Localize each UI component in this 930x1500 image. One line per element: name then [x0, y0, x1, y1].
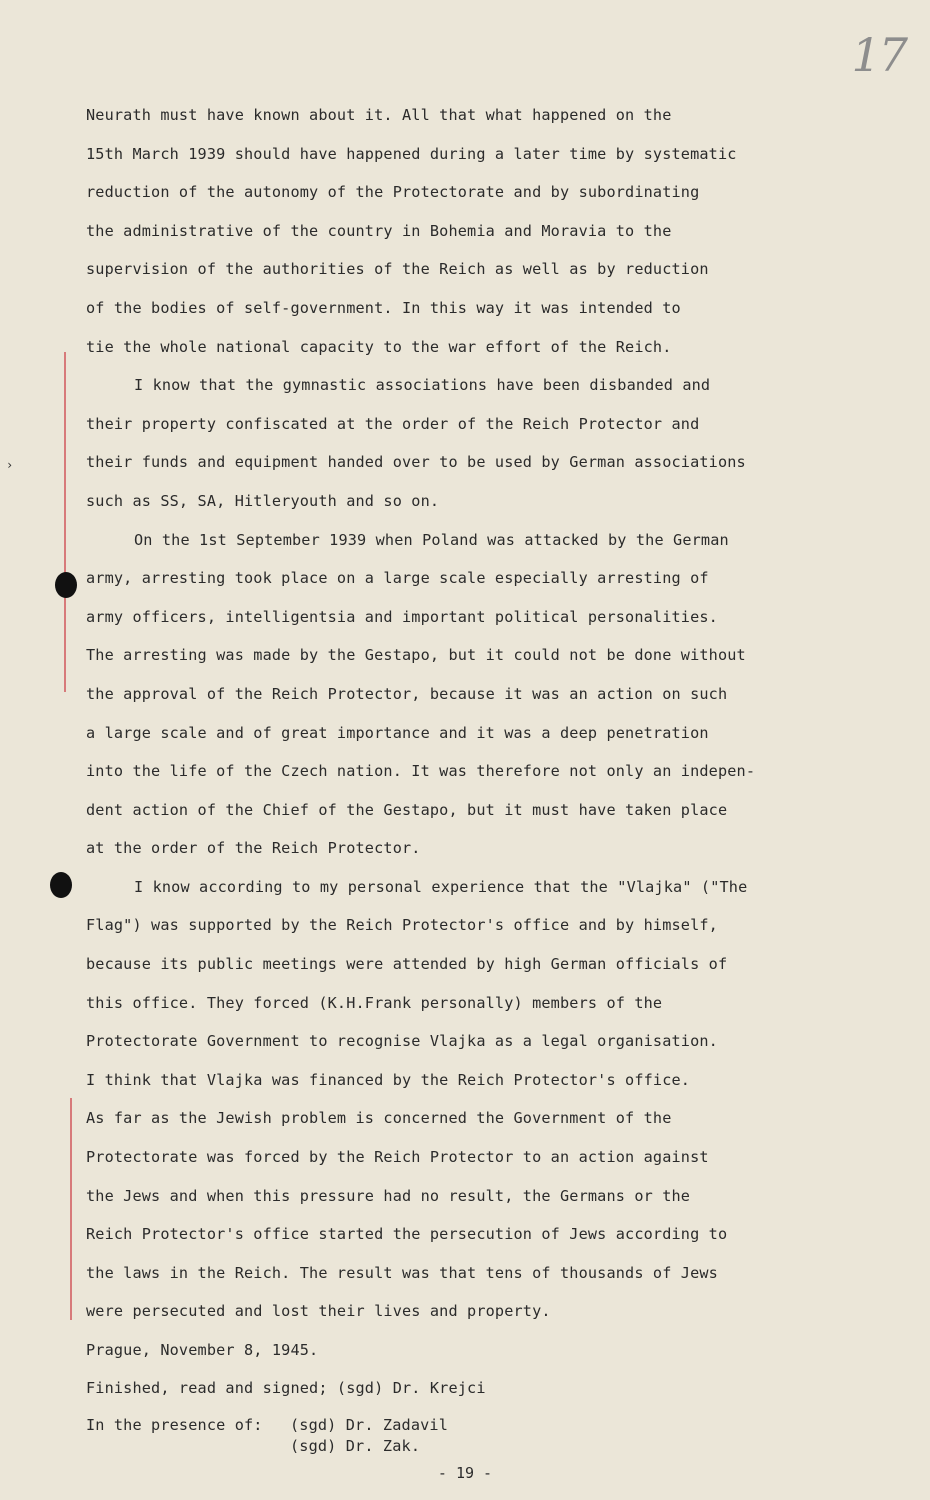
text-line: On the 1st September 1939 when Poland was attacked by the German — [134, 530, 729, 549]
place-date: Prague, November 8, 1945. — [86, 1341, 319, 1359]
text-line: army officers, intelligentsia and important political personalities. — [86, 607, 718, 626]
text-line: the approval of the Reich Protector, because it was an action on such — [86, 684, 728, 703]
text-line: The arresting was made by the Gestapo, but it could not be done without — [86, 646, 746, 665]
punch-hole-lower — [50, 872, 72, 898]
text-line: Reich Protector's office started the persecution of Jews according to — [86, 1225, 728, 1244]
text-line: I know according to my personal experience that the "Vlajka" ("The — [134, 877, 748, 896]
text-line: into the life of the Czech nation. It was therefore not only an indepen- — [86, 762, 756, 781]
witness-list — [290, 1415, 448, 1457]
text-line: Neurath must have known about it. All that what happened on the — [86, 106, 672, 124]
page-number: - 19 - — [437, 1464, 493, 1482]
text-line: their funds and equipment handed over to be used by German associations — [86, 453, 746, 472]
text-line: dent action of the Chief of the Gestapo, but it must have taken place — [86, 800, 728, 819]
paragraph — [86, 521, 806, 868]
text-line: this office. They forced (K.H.Frank personally) members of the — [86, 993, 663, 1012]
text-line: the laws in the Reich. The result was that tens of thousands of Jews — [86, 1263, 718, 1282]
text-line: 15th March 1939 should have happened during a later time by systematic — [86, 144, 737, 163]
paragraph — [86, 96, 806, 366]
text-line: army, arresting took place on a large scale especially arresting of — [86, 569, 709, 588]
text-line: reduction of the autonomy of the Protectorate and by subordinating — [86, 183, 700, 202]
paragraph — [86, 868, 806, 1331]
text-line: a large scale and of great importance and it was a deep penetration — [86, 723, 709, 742]
text-line: tie the whole national capacity to the war effort of the Reich. — [86, 337, 672, 356]
text-line: Flag") was supported by the Reich Protector's office and by himself, — [86, 916, 718, 935]
closing-block — [86, 1331, 806, 1457]
text-line: their property confiscated at the order of the Reich Protector and — [86, 414, 700, 433]
red-margin-line-upper — [64, 352, 66, 692]
margin-mark: › — [6, 458, 14, 472]
text-line: because its public meetings were attended by high German officials of — [86, 955, 728, 974]
text-line: of the bodies of self-government. In this way it was intended to — [86, 298, 681, 317]
text-line: the administrative of the country in Bohemia and Moravia to the — [86, 221, 672, 240]
witness-signature: (sgd) Dr. Zak. — [290, 1437, 421, 1455]
text-line: at the order of the Reich Protector. — [86, 839, 421, 858]
paragraph — [86, 366, 806, 520]
text-line: Protectorate was forced by the Reich Protector to an action against — [86, 1148, 709, 1167]
punch-hole-upper — [55, 572, 77, 598]
text-line: I think that Vlajka was financed by the Reich Protector's office. — [86, 1070, 691, 1089]
text-line: supervision of the authorities of the Reich as well as by reduction — [86, 260, 709, 279]
presence-label: In the presence of: — [86, 1416, 263, 1434]
text-line: such as SS, SA, Hitleryouth and so on. — [86, 491, 440, 510]
presence-block — [86, 1415, 806, 1457]
finished-line: Finished, read and signed; (sgd) Dr. Krejci — [86, 1379, 486, 1397]
text-line: Protectorate Government to recognise Vlajka as a legal organisation. — [86, 1032, 718, 1051]
text-line: the Jews and when this pressure had no result, the Germans or the — [86, 1186, 691, 1205]
document-body — [86, 96, 806, 1457]
text-line: As far as the Jewish problem is concerned the Government of the — [86, 1109, 672, 1128]
handwritten-page-number: 17 — [851, 28, 906, 82]
witness-signature: (sgd) Dr. Zadavil — [290, 1416, 448, 1434]
text-line: were persecuted and lost their lives and property. — [86, 1302, 551, 1321]
red-margin-line-lower — [70, 1098, 72, 1320]
text-line: I know that the gymnastic associations have been disbanded and — [134, 376, 711, 395]
